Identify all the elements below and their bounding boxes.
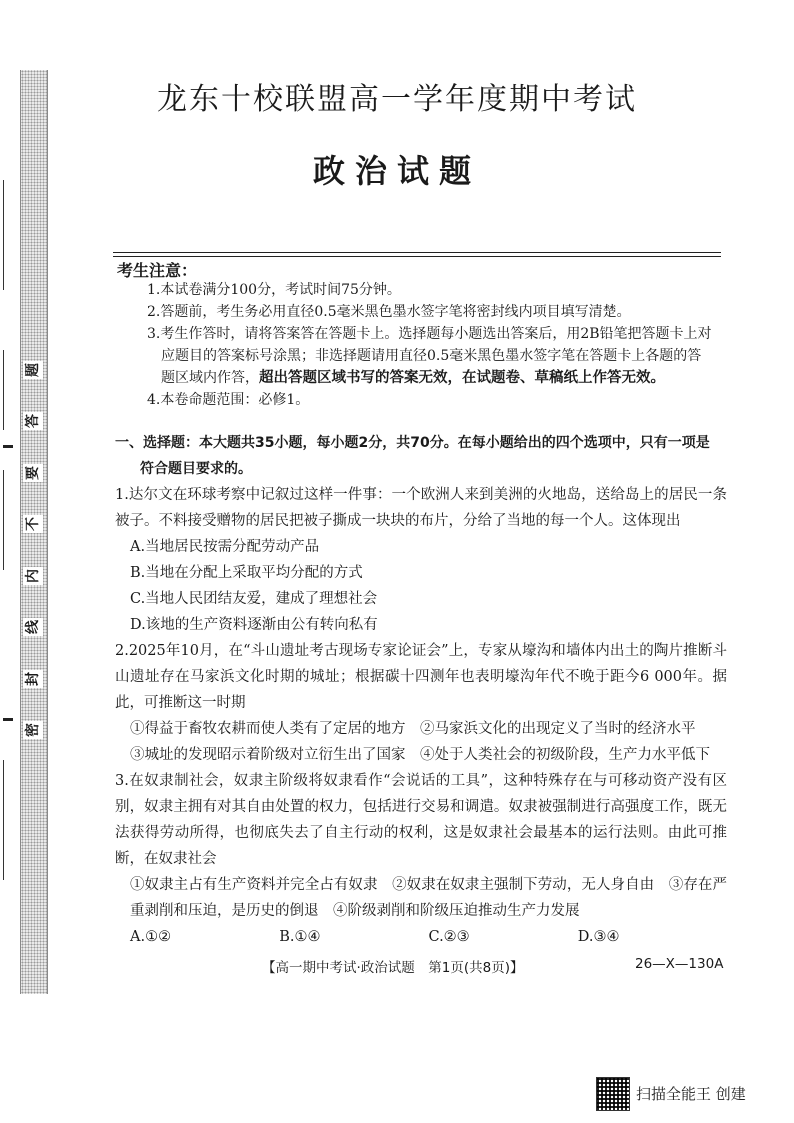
notice-item-text: 题区域内作答， — [161, 370, 259, 386]
notice-item: 2.答题前，考生务必用直径0.5毫米黑色墨水签字笔将密封线内项目填写清楚。 — [147, 304, 631, 320]
option-d: D.该地的生产资料逐渐由公有转向私有 — [130, 617, 378, 633]
seal-char: 内 — [25, 568, 41, 583]
paper-code: 26—X—130A — [635, 956, 724, 972]
section-heading-line: 一、选择题：本大题共35小题，每小题2分，共70分。在每小题给出的四个选项中，只有一项是 — [115, 435, 710, 451]
notice-item-continued: 应题目的答案标号涂黑；非选择题请用直径0.5毫米黑色墨水签字笔在答题卡上各题的答 — [161, 348, 702, 364]
page-footer: 【高一期中考试·政治试题 第1页(共8页)】 — [262, 960, 524, 976]
section-heading — [115, 430, 727, 482]
seal-char: 不 — [25, 517, 41, 532]
notice-warning: 超出答题区域书写的答案无效，在试题卷、草稿纸上作答无效。 — [259, 370, 665, 386]
scanner-watermark: 扫描全能王 创建 — [636, 1085, 746, 1103]
binding-edge-line — [3, 760, 4, 880]
seal-char: 密 — [25, 722, 41, 737]
statement-line: ①奴隶主占有生产资料并完全占有奴隶 ②奴隶在奴隶主强制下劳动，无人身自由 ③存在严重剥削和压迫，是历史的倒退 ④阶级剥削和阶级压迫推动生产力发展 — [130, 877, 727, 919]
binding-edge-tick — [3, 445, 13, 448]
notice-item: 4.本卷命题范围：必修1。 — [147, 392, 310, 408]
option-c: C.当地人民团结友爱，建成了理想社会 — [130, 591, 378, 607]
seal-char: 要 — [25, 465, 41, 480]
notice-heading: 考生注意： — [117, 261, 198, 280]
question-stem-1: 1.达尔文在环球考察中记叙过这样一件事：一个欧洲人来到美洲的火地岛，送给岛上的居民一条被子。不料接受赠物的居民把被子撕成一块块的布片，分给了当地的每一个人。这体现出 — [115, 487, 727, 529]
notice-list — [147, 279, 717, 411]
notice-item-continued — [147, 367, 717, 389]
question-stem-2: 2.2025年10月，在“斗山遗址考古现场专家论证会”上，专家从壕沟和墙体内出土的陶片推断斗山遗址存在马家浜文化时期的城址；根据碳十四测年也表明壕沟年代不晚于距今6 000年。据此，可推断这一时期 — [115, 643, 727, 711]
seal-char: 题 — [25, 363, 41, 377]
seal-char: 答 — [25, 414, 41, 429]
option-b: B.当地在分配上采取平均分配的方式 — [130, 565, 363, 581]
binding-edge-line — [3, 180, 4, 290]
choice-row — [115, 924, 727, 950]
exam-title: 龙东十校联盟高一学年度期中考试 — [157, 82, 637, 117]
notice-item: 3.考生作答时，请将答案答在答题卡上。选择题每小题选出答案后，用2B铅笔把答题卡上对 — [147, 326, 712, 342]
statement-line: ①得益于畜牧农耕而使人类有了定居的地方 ②马家浜文化的出现定义了当时的经济水平 — [130, 721, 696, 737]
question-area — [115, 430, 727, 950]
binding-edge-tick — [3, 718, 13, 721]
section-heading-line: 符合题目要求的。 — [140, 461, 252, 477]
seal-char: 封 — [25, 671, 41, 686]
binding-edge-line — [3, 470, 4, 570]
choice-b: B.①④ — [279, 929, 321, 945]
binding-edge-line — [3, 350, 4, 430]
seal-strip-text — [20, 360, 46, 740]
statement-line: ③城址的发现昭示着阶级对立衍生出了国家 ④处于人类社会的初级阶段，生产力水平低下 — [130, 747, 710, 763]
divider-rule — [113, 252, 721, 253]
choice-c: C.②③ — [428, 929, 470, 945]
question-stem-3: 3.在奴隶制社会，奴隶主阶级将奴隶看作“会说话的工具”，这种特殊存在与可移动资产没有区别，奴隶主拥有对其自由处置的权力，包括进行交易和调遣。奴隶被强制进行高强度工作，既无法获得劳动所得，也彻底失去了自主行动的权利，这是奴隶社会最基本的运行法则。由此可推断，在奴隶社会 — [115, 773, 727, 867]
qr-code-icon — [596, 1077, 630, 1111]
seal-char: 线 — [25, 620, 41, 635]
choice-a: A.①② — [130, 929, 172, 945]
notice-item: 1.本试卷满分100分，考试时间75分钟。 — [147, 282, 401, 298]
divider-rule — [113, 256, 721, 257]
option-a: A.当地居民按需分配劳动产品 — [130, 539, 320, 555]
choice-d: D.③④ — [577, 929, 620, 945]
exam-subject: 政治试题 — [312, 152, 481, 190]
